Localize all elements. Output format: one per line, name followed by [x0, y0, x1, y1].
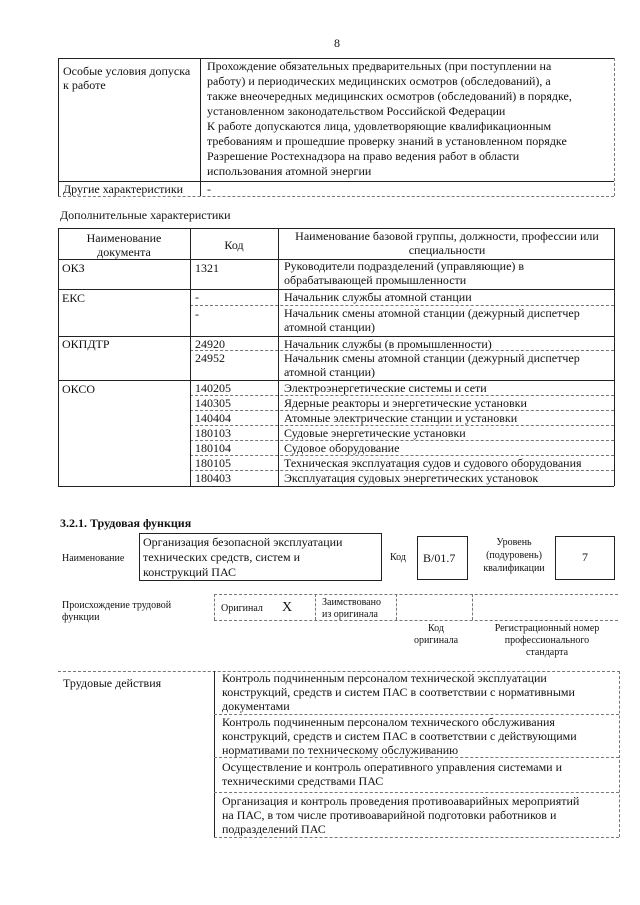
other-characteristics-label: Другие характеристики [63, 182, 184, 196]
additional-title: Дополнительные характеристики [60, 208, 231, 222]
cell-code: 24952 [195, 351, 225, 365]
col-header-document: Наименование документа [86, 231, 162, 259]
labor-action-line: техническими средствами ПАС [222, 774, 384, 788]
special-conditions-line: требованиям и прошедшие проверку знаний в установленном порядке [207, 134, 567, 148]
special-conditions-line: К работе допускаются лица, удовлетворяющие квалификационным [207, 119, 552, 133]
function-code-label: Код [390, 552, 406, 563]
origin-row-top [214, 594, 618, 595]
special-conditions-line: установленном законодательством Российской Федерации [207, 104, 506, 118]
cell-name: Начальник службы атомной станции [284, 290, 472, 304]
original-code-label: Код [428, 623, 444, 634]
cell-code: 180104 [195, 441, 231, 455]
labor-action-line: Организация и контроль проведения противоаварийных мероприятий [222, 794, 580, 808]
cell-name: Эксплуатация судовых энергетических установок [284, 471, 539, 485]
cell-code: 140205 [195, 381, 231, 395]
cell-document: ОКСО [62, 382, 96, 396]
registration-number-label: профессионального [504, 635, 590, 646]
col-header-name: Наименование базовой группы, должности, профессии или специальности [295, 229, 599, 257]
cell-code: - [195, 290, 199, 304]
special-conditions-line: работу) и периодических медицинских осмотров (обследований), а [207, 74, 551, 88]
special-conditions-line: Прохождение обязательных предварительных (при поступлении на [207, 59, 552, 73]
cell-name: Ядерные реакторы и энергетические установки [284, 396, 527, 410]
qualification-level-label: квалификации [483, 563, 545, 574]
col-header-code: Код [224, 238, 244, 252]
labor-action-line: на ПАС, в том числе противоаварийной подготовки работников и [222, 808, 557, 822]
cell-code: 1321 [195, 261, 219, 275]
origin-label: Происхождение трудовой [62, 600, 172, 611]
qualification-level-label: (подуровень) [486, 550, 542, 561]
cell-code: 180103 [195, 426, 231, 440]
registration-number-label: стандарта [525, 647, 569, 658]
registration-number-label: Регистрационный номер [494, 623, 600, 634]
cell-code: - [195, 307, 199, 321]
origin-label: функции [62, 612, 100, 623]
cell-name: Начальник смены атомной станции (дежурный диспетчер атомной станции) [284, 351, 580, 379]
original-code-label: оригинала [413, 635, 459, 646]
special-conditions-label: Особые условия допуска к работе [63, 64, 191, 92]
page-number: 8 [334, 36, 340, 50]
original-mark: X [282, 600, 293, 615]
cell-code: 24920 [195, 337, 225, 351]
cell-name: Судовое оборудование [284, 441, 400, 455]
function-name-line: технических средств, систем и [143, 550, 300, 564]
cell-code: 180105 [195, 456, 231, 470]
labor-action-line: документами [222, 699, 290, 713]
labor-action-line: Осуществление и контроль оперативного управления системами и [222, 760, 563, 774]
labor-action-line: Контроль подчиненным персоналом технического обслуживания [222, 715, 555, 729]
function-name-line: Организация безопасной эксплуатации [143, 535, 343, 549]
labor-action-line: нормативами по техническому обслуживанию [222, 743, 459, 757]
labor-actions-label: Трудовые действия [63, 676, 162, 690]
cell-name: Начальник смены атомной станции (дежурный диспетчер атомной станции) [284, 306, 580, 334]
cell-code: 180403 [195, 471, 231, 485]
function-title: 3.2.1. Трудовая функция [60, 516, 192, 530]
cell-name: Атомные электрические станции и установки [284, 411, 518, 425]
cell-document: ЕКС [62, 291, 86, 305]
other-characteristics-value: - [207, 182, 211, 196]
original-label: Оригинал [221, 603, 263, 614]
labor-action-line: конструкций, средств и систем ПАС в соответствии с действующими [222, 729, 577, 743]
function-code-value: В/01.7 [423, 551, 456, 565]
function-name-label: Наименование [62, 553, 125, 564]
cell-name: Руководители подразделений (управляющие) в обрабатывающей промышленности [284, 259, 525, 287]
cell-name: Техническая эксплуатация судов и судового оборудования [284, 456, 582, 470]
cell-name: Судовые энергетические установки [284, 426, 466, 440]
borrowed-label: из оригинала [322, 609, 378, 620]
special-conditions-line: использования атомной энергии [207, 164, 372, 178]
qualification-level-label: Уровень [496, 537, 532, 548]
cell-name: Электроэнергетические системы и сети [284, 381, 487, 395]
cell-document: ОКЗ [62, 261, 85, 275]
cell-document: ОКПДТР [62, 337, 110, 351]
origin-row-bottom [214, 620, 618, 621]
borrowed-label: Заимствовано [322, 597, 381, 608]
special-conditions-line: Разрешение Ростехнадзора на право ведения работ в области [207, 149, 520, 163]
cell-code: 140404 [195, 411, 231, 425]
cell-code: 140305 [195, 396, 231, 410]
labor-action-line: конструкций, средств и систем ПАС в соответствии с нормативными [222, 685, 575, 699]
qualification-level-value: 7 [582, 550, 588, 564]
cell-name: Начальник службы (в промышленности) [284, 337, 492, 351]
labor-action-line: Контроль подчиненным персоналом технической эксплуатации [222, 671, 547, 685]
special-conditions-line: также внеочередных медицинских осмотров (обследований) в порядке, [207, 89, 572, 103]
labor-action-line: подразделений ПАС [222, 822, 326, 836]
function-name-line: конструкций ПАС [143, 565, 237, 579]
